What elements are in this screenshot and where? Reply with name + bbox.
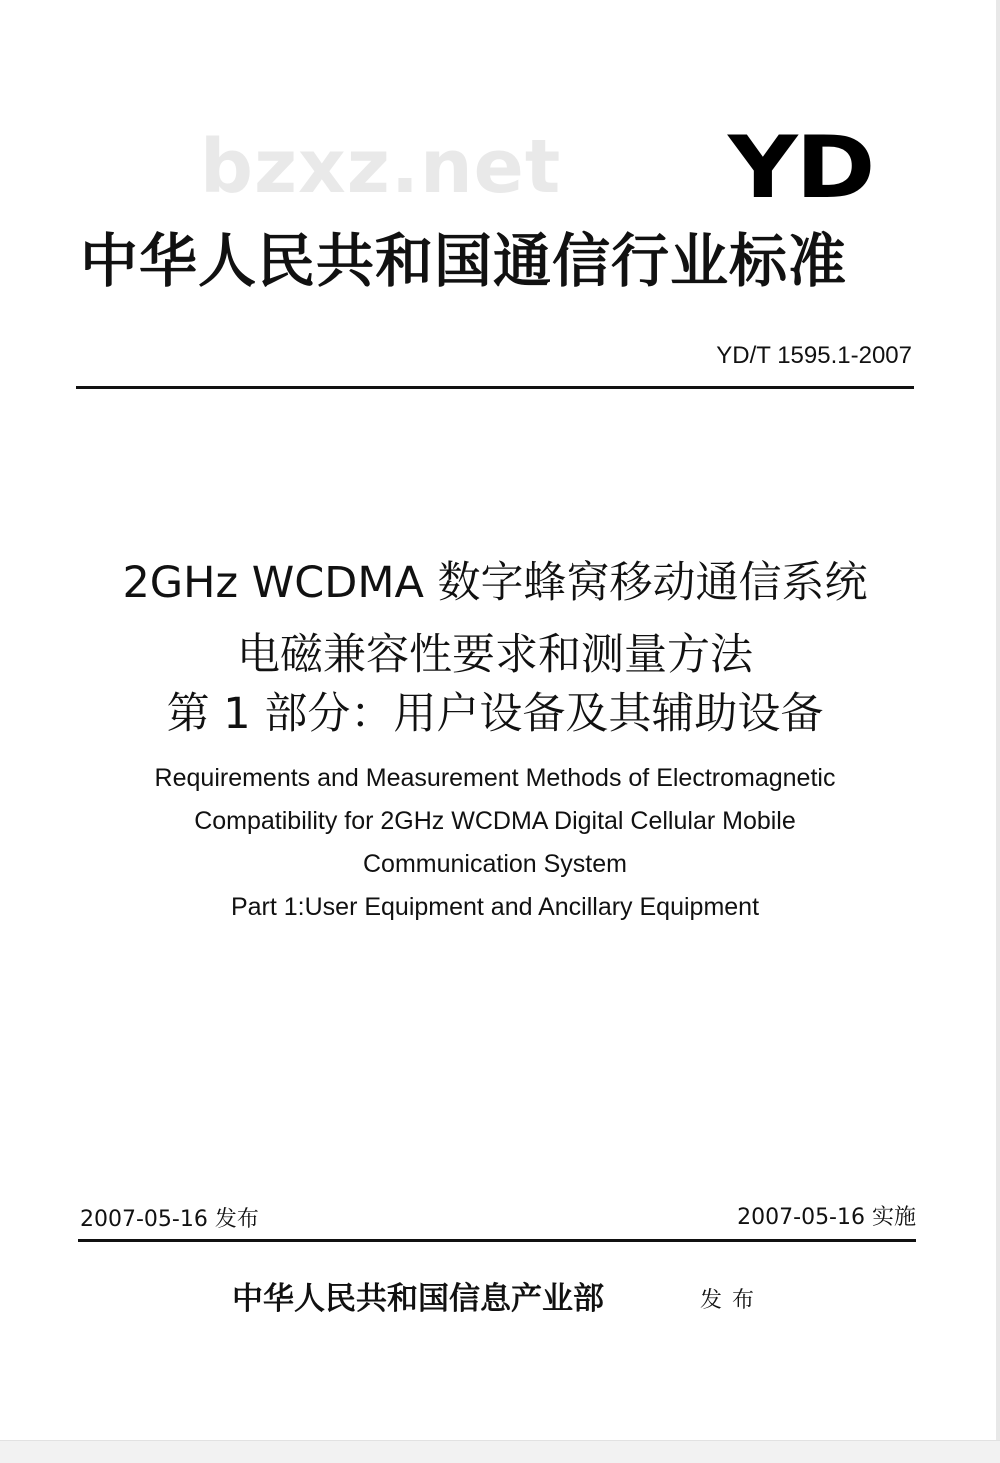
chinese-title-line-1: 2GHz WCDMA 数字蜂窝移动通信系统 — [122, 558, 868, 608]
english-title-line-3: Communication System — [363, 850, 627, 878]
chinese-title-line-2: 电磁兼容性要求和测量方法 — [237, 630, 753, 680]
watermark: bzxz.net — [200, 124, 562, 210]
page-bottom-edge — [0, 1440, 1000, 1463]
yd-logo: YD — [728, 118, 874, 218]
issue-date: 2007-05-16 发布 — [80, 1207, 259, 1232]
chinese-title-line-3: 第 1 部分：用户设备及其辅助设备 — [166, 689, 824, 739]
english-title-line-4: Part 1:User Equipment and Ancillary Equipment — [230, 893, 760, 921]
english-title-line-1: Requirements and Measurement Methods of Electromagnetic — [154, 764, 836, 792]
english-title-line-2: Compatibility for 2GHz WCDMA Digital Cellular Mobile — [194, 807, 796, 835]
industry-standard-title: 中华人民共和国通信行业标准 — [80, 227, 848, 295]
publisher: 中华人民共和国信息产业部 — [232, 1281, 604, 1317]
bottom-divider — [78, 1239, 916, 1242]
publisher-action: 发布 — [700, 1288, 765, 1313]
effective-date: 2007-05-16 实施 — [737, 1205, 916, 1230]
top-divider — [76, 386, 914, 389]
standard-number: YD/T 1595.1-2007 — [716, 342, 912, 369]
page-edge — [996, 0, 1000, 1463]
